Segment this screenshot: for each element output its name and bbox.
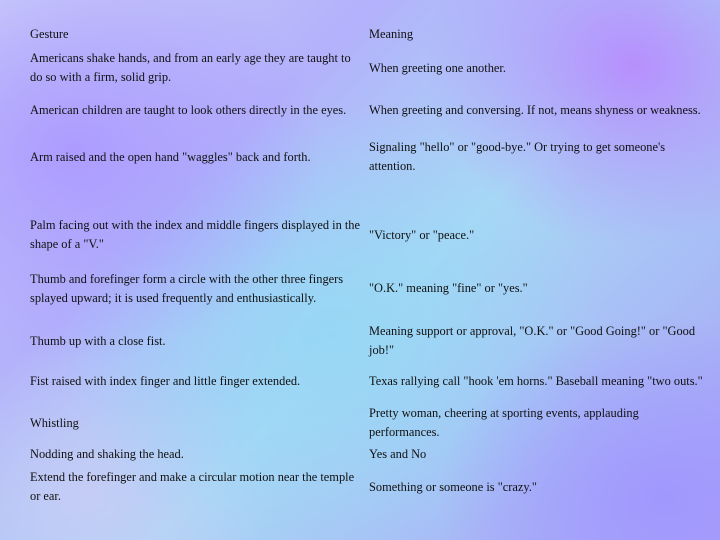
row-4-gesture: Palm facing out with the index and middle fingers displayed in the shape of a "V." bbox=[30, 218, 361, 251]
row-2-gesture: American children are taught to look others directly in the eyes. bbox=[30, 102, 347, 117]
row-5-gesture: Thumb and forefinger form a circle with the other three fingers splayed upward; it is used frequently and enthusiastically. bbox=[30, 271, 344, 305]
header-meaning: Meaning bbox=[369, 26, 414, 41]
header-gesture: Gesture bbox=[30, 26, 69, 41]
row-8-gesture: Whistling bbox=[30, 415, 79, 430]
row-9-gesture: Nodding and shaking the head. bbox=[30, 446, 184, 461]
row-6-meaning: Meaning support or approval, "O.K." or "Good Going!" or "Good job!" bbox=[369, 324, 696, 357]
row-4-meaning: "Victory" or "peace." bbox=[369, 227, 475, 242]
row-6-gesture: Thumb up with a close fist. bbox=[30, 333, 166, 348]
row-7-gesture: Fist raised with index finger and little finger extended. bbox=[30, 373, 301, 388]
row-1-gesture: Americans shake hands, and from an early age they are taught to do so with a firm, solid grip. bbox=[30, 51, 351, 84]
row-10-meaning: Something or someone is "crazy." bbox=[369, 479, 537, 494]
row-3-gesture: Arm raised and the open hand "waggles" back and forth. bbox=[30, 149, 311, 164]
row-7-meaning: Texas rallying call "hook 'em horns." Baseball meaning "two outs." bbox=[369, 373, 703, 388]
row-1-meaning: When greeting one another. bbox=[369, 60, 506, 75]
row-2-meaning: When greeting and conversing. If not, means shyness or weakness. bbox=[369, 102, 701, 117]
row-10-gesture: Extend the forefinger and make a circular motion near the temple or ear. bbox=[30, 470, 355, 503]
row-3-meaning: Signaling "hello" or "good-bye." Or trying to get someone's attention. bbox=[369, 140, 666, 173]
row-5-meaning: "O.K." meaning "fine" or "yes." bbox=[369, 281, 528, 295]
row-9-meaning: Yes and No bbox=[369, 446, 427, 461]
row-8-meaning: Pretty woman, cheering at sporting events, applauding performances. bbox=[369, 406, 639, 439]
